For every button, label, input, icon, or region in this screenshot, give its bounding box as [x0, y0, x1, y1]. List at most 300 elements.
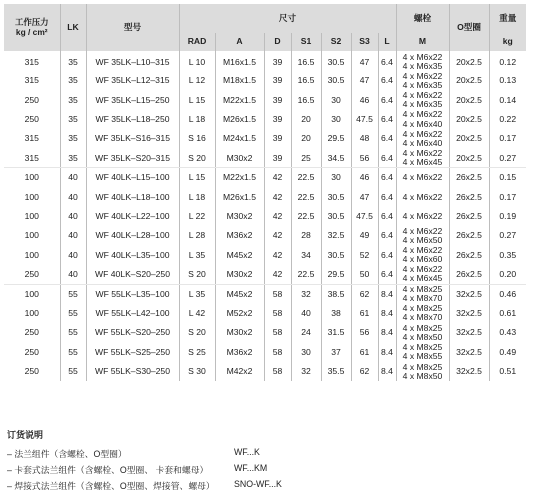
header-l: L — [378, 33, 396, 51]
cell-d: 42 — [264, 207, 291, 226]
cell-rad: L 15 — [179, 168, 215, 187]
cell-rad: L 12 — [179, 71, 215, 90]
cell-s2: 37 — [321, 343, 351, 362]
cell-rad: L 10 — [179, 51, 215, 71]
table-row — [4, 362, 526, 381]
cell-lk: 55 — [60, 343, 86, 362]
cell-kg: 0.12 — [489, 51, 526, 71]
table-row — [4, 71, 526, 90]
bolt-spec-2: 4 x M8x50 — [402, 370, 443, 381]
table-row — [4, 284, 526, 303]
bolt-spec-2: 4 x M8x70 — [402, 312, 443, 323]
cell-oring: 26x2.5 — [449, 246, 489, 265]
bolt-spec-2: 4 x M6x40 — [402, 137, 443, 148]
cell-oring: 32x2.5 — [449, 323, 489, 342]
header-pressure-label: 工作压力 — [15, 16, 49, 27]
bolt-spec-1: 4 x M6x22 — [402, 52, 443, 62]
cell-d: 58 — [264, 284, 291, 303]
header-a: A — [215, 33, 264, 51]
cell-model: WF 40LK–L22–100 — [86, 207, 179, 226]
bolt-spec-1: 4 x M6x22 — [402, 264, 443, 275]
header-pressure-unit: kg / cm² — [15, 26, 48, 37]
cell-s2: 35.5 — [321, 362, 351, 381]
order-item-desc: – 法兰组件（含螺栓、O型圈） — [7, 449, 127, 459]
cell-model: WF 40LK–L28–100 — [86, 226, 179, 245]
cell-bolt — [396, 90, 449, 109]
cell-bolt — [396, 71, 449, 90]
table-row — [4, 187, 526, 206]
header-dimensions: 尺寸 — [179, 4, 396, 33]
cell-a: M18x1.5 — [215, 71, 264, 90]
cell-pressure: 315 — [4, 149, 60, 168]
cell-bolt — [396, 168, 449, 187]
cell-l: 6.4 — [378, 207, 396, 226]
cell-pressure: 100 — [24, 172, 39, 183]
bolt-spec-1: 4 x M8x25 — [402, 323, 443, 333]
cell-s3: 48 — [351, 129, 378, 148]
header-rad: RAD — [179, 33, 215, 51]
cell-a: M42x2 — [215, 362, 264, 381]
cell-lk: 55 — [60, 323, 86, 342]
cell-s1: 34 — [291, 246, 321, 265]
cell-s3: 46 — [351, 90, 378, 109]
cell-d: 42 — [264, 168, 291, 187]
cell-a: M45x2 — [215, 284, 264, 303]
cell-lk: 35 — [60, 51, 86, 71]
cell-oring: 26x2.5 — [449, 187, 489, 206]
cell-d: 42 — [264, 226, 291, 245]
cell-model: WF 35LK–S16–315 — [86, 129, 179, 148]
cell-s1: 32 — [291, 362, 321, 381]
cell-bolt — [396, 362, 449, 381]
cell-d: 39 — [264, 71, 291, 90]
cell-s2: 30 — [321, 168, 351, 187]
cell-d: 58 — [264, 304, 291, 323]
bolt-spec-1: 4 x M6x22 — [402, 109, 443, 120]
cell-oring: 20x2.5 — [449, 149, 489, 168]
header-row-main — [4, 4, 526, 33]
cell-d: 58 — [264, 362, 291, 381]
bolt-spec-1: 4 x M6x22 — [402, 226, 443, 236]
table-row — [4, 51, 526, 71]
cell-s3: 56 — [351, 323, 378, 342]
bolt-spec-2: 4 x M6x35 — [402, 61, 443, 72]
bolt-spec-2: 4 x M6x50 — [402, 234, 443, 245]
cell-kg: 0.27 — [489, 226, 526, 245]
cell-rad: S 30 — [179, 362, 215, 381]
cell-oring: 20x2.5 — [449, 90, 489, 109]
cell-oring: 26x2.5 — [449, 226, 489, 245]
cell-l: 6.4 — [378, 71, 396, 90]
cell-l: 6.4 — [378, 51, 396, 71]
cell-pressure: 100 — [24, 288, 39, 299]
bolt-spec-1: 4 x M6x22 — [402, 191, 443, 202]
cell-bolt — [396, 129, 449, 148]
cell-lk: 40 — [60, 226, 86, 245]
cell-s3: 61 — [351, 343, 378, 362]
cell-rad: S 16 — [179, 129, 215, 148]
cell-pressure: 100 — [24, 249, 39, 260]
order-notes-title: 订货说明 — [7, 430, 44, 440]
cell-rad: L 18 — [179, 187, 215, 206]
cell-model: WF 40LK–L15–100 — [86, 168, 179, 187]
cell-a: M24x1.5 — [215, 129, 264, 148]
header-kg: kg — [489, 33, 526, 51]
cell-s1: 30 — [291, 343, 321, 362]
cell-d: 39 — [264, 149, 291, 168]
cell-d: 39 — [264, 51, 291, 71]
cell-pressure: 100 — [24, 191, 39, 202]
cell-rad: S 25 — [179, 343, 215, 362]
cell-bolt — [396, 343, 449, 362]
cell-s1: 16.5 — [291, 51, 321, 71]
cell-lk: 35 — [60, 90, 86, 109]
cell-model: WF 35LK–L10–315 — [86, 51, 179, 71]
bolt-spec-1: 4 x M6x22 — [402, 71, 443, 81]
cell-lk: 40 — [60, 187, 86, 206]
cell-s1: 40 — [291, 304, 321, 323]
cell-l: 6.4 — [378, 110, 396, 129]
cell-bolt — [396, 187, 449, 206]
cell-a: M45x2 — [215, 246, 264, 265]
order-item-code: WF...KM — [234, 462, 268, 473]
table-body — [4, 51, 526, 381]
cell-oring: 32x2.5 — [449, 284, 489, 303]
cell-kg: 0.17 — [489, 187, 526, 206]
cell-kg: 0.22 — [489, 110, 526, 129]
cell-kg: 0.61 — [489, 304, 526, 323]
cell-kg: 0.13 — [489, 71, 526, 90]
cell-oring: 26x2.5 — [449, 207, 489, 226]
cell-s1: 22.5 — [291, 168, 321, 187]
cell-model: WF 55LK–S25–250 — [86, 343, 179, 362]
cell-s3: 47 — [351, 71, 378, 90]
cell-a: M36x2 — [215, 343, 264, 362]
cell-a: M22x1.5 — [215, 90, 264, 109]
cell-pressure: 250 — [24, 94, 39, 105]
cell-a: M30x2 — [215, 265, 264, 284]
cell-s1: 22.5 — [291, 265, 321, 284]
cell-pressure: 315 — [24, 75, 39, 86]
cell-pressure: 315 — [24, 133, 39, 144]
order-item-desc: – 卡套式法兰组件（含螺栓、O型圈、 卡套和螺母） — [7, 464, 209, 475]
cell-lk: 35 — [60, 129, 86, 148]
cell-bolt — [396, 149, 449, 168]
cell-l: 6.4 — [378, 187, 396, 206]
order-item-code: SNO-WF...K — [234, 478, 282, 489]
order-item-compression-flange — [7, 462, 268, 479]
cell-kg: 0.19 — [489, 207, 526, 226]
bolt-spec-2: 4 x M6x45 — [402, 157, 443, 168]
table-row — [4, 226, 526, 245]
cell-model: WF 35LK–L15–250 — [86, 90, 179, 109]
bolt-spec-1: 4 x M8x25 — [402, 284, 443, 295]
cell-s2: 30.5 — [321, 71, 351, 90]
header-weight: 重量 — [489, 4, 526, 33]
cell-bolt — [396, 284, 449, 303]
cell-pressure: 315 — [24, 56, 39, 67]
header-oring: O型圈 — [449, 4, 489, 51]
header-model: 型号 — [86, 4, 179, 51]
cell-rad: S 20 — [179, 323, 215, 342]
cell-s3: 61 — [351, 304, 378, 323]
cell-lk: 40 — [60, 246, 86, 265]
header-m: M — [396, 33, 449, 51]
cell-s1: 24 — [291, 323, 321, 342]
cell-s2: 38.5 — [321, 284, 351, 303]
bolt-spec-1: 4 x M8x25 — [402, 342, 443, 353]
cell-pressure: 100 — [24, 210, 39, 221]
cell-s3: 47.5 — [351, 110, 378, 129]
cell-pressure: 250 — [4, 265, 60, 284]
cell-model: WF 55LK–S30–250 — [86, 362, 179, 381]
order-item-code: WF...K — [234, 447, 260, 457]
bolt-spec-2: 4 x M6x35 — [402, 99, 443, 110]
cell-s3: 47 — [351, 187, 378, 206]
cell-rad: S 20 — [179, 265, 215, 284]
cell-l: 8.4 — [378, 362, 396, 381]
bolt-spec-1: 4 x M6x22 — [402, 210, 443, 221]
cell-bolt — [396, 304, 449, 323]
cell-s1: 28 — [291, 226, 321, 245]
cell-model: WF 35LK–L12–315 — [86, 71, 179, 90]
cell-l: 8.4 — [378, 343, 396, 362]
table-row — [4, 168, 526, 187]
cell-oring: 32x2.5 — [449, 362, 489, 381]
cell-s3: 62 — [351, 362, 378, 381]
order-item-desc: – 焊接式法兰组件（含螺栓、O型圈、焊接管、螺母） — [7, 480, 215, 491]
cell-lk: 35 — [60, 110, 86, 129]
cell-lk: 55 — [60, 304, 86, 323]
cell-s2: 30.5 — [321, 51, 351, 71]
cell-model: WF 55LK–S20–250 — [86, 323, 179, 342]
flange-spec-table — [4, 4, 526, 381]
cell-s3: 47.5 — [351, 207, 378, 226]
cell-model: WF 35LK–S20–315 — [86, 149, 179, 168]
cell-s1: 20 — [291, 110, 321, 129]
cell-rad: L 18 — [179, 110, 215, 129]
cell-s1: 16.5 — [291, 90, 321, 109]
cell-d: 39 — [264, 90, 291, 109]
header-bolt: 螺栓 — [396, 4, 449, 33]
bolt-spec-1: 4 x M6x22 — [402, 148, 443, 159]
cell-pressure: 250 — [24, 327, 39, 338]
cell-s2: 29.5 — [321, 265, 351, 284]
cell-d: 42 — [264, 246, 291, 265]
table-row — [4, 129, 526, 148]
cell-s2: 32.5 — [321, 226, 351, 245]
cell-oring: 32x2.5 — [449, 343, 489, 362]
cell-rad: S 20 — [179, 149, 215, 168]
cell-a: M30x2 — [215, 149, 264, 168]
cell-a: M30x2 — [215, 323, 264, 342]
cell-lk: 40 — [60, 207, 86, 226]
cell-model: WF 55LK–L35–100 — [86, 284, 179, 303]
cell-oring: 20x2.5 — [449, 71, 489, 90]
bolt-spec-2: 4 x M6x45 — [402, 273, 443, 284]
cell-lk: 40 — [60, 265, 86, 284]
cell-bolt — [396, 323, 449, 342]
cell-d: 39 — [264, 110, 291, 129]
cell-l: 6.4 — [378, 265, 396, 284]
cell-kg: 0.51 — [489, 362, 526, 381]
cell-d: 58 — [264, 323, 291, 342]
table-row — [4, 110, 526, 129]
cell-rad: L 15 — [179, 90, 215, 109]
cell-s1: 20 — [291, 129, 321, 148]
cell-s2: 31.5 — [321, 323, 351, 342]
cell-a: M16x1.5 — [215, 51, 264, 71]
cell-rad: L 22 — [179, 207, 215, 226]
cell-s2: 34.5 — [321, 149, 351, 168]
cell-kg: 0.17 — [489, 129, 526, 148]
cell-s1: 22.5 — [291, 187, 321, 206]
cell-model: WF 35LK–L18–250 — [86, 110, 179, 129]
bolt-spec-1: 4 x M6x22 — [402, 172, 443, 183]
cell-s2: 38 — [321, 304, 351, 323]
cell-lk: 55 — [60, 284, 86, 303]
bolt-spec-1: 4 x M6x22 — [402, 129, 443, 139]
cell-s3: 46 — [351, 168, 378, 187]
cell-l: 6.4 — [378, 246, 396, 265]
cell-model: WF 40LK–L18–100 — [86, 187, 179, 206]
cell-kg: 0.20 — [489, 265, 526, 284]
cell-kg: 0.46 — [489, 284, 526, 303]
bolt-spec-2: 4 x M6x60 — [402, 254, 443, 265]
cell-l: 8.4 — [378, 284, 396, 303]
header-lk: LK — [60, 4, 86, 51]
cell-l: 8.4 — [378, 304, 396, 323]
cell-s1: 22.5 — [291, 207, 321, 226]
cell-bolt — [396, 207, 449, 226]
header-pressure — [4, 4, 60, 51]
cell-pressure: 100 — [24, 230, 39, 241]
cell-a: M52x2 — [215, 304, 264, 323]
header-s2: S2 — [321, 33, 351, 51]
cell-d: 42 — [264, 187, 291, 206]
header-s1: S1 — [291, 33, 321, 51]
cell-oring: 26x2.5 — [449, 265, 489, 284]
cell-bolt — [396, 265, 449, 284]
cell-l: 8.4 — [378, 323, 396, 342]
cell-model: WF 40LK–S20–250 — [86, 265, 179, 284]
order-notes — [7, 428, 282, 494]
cell-s3: 62 — [351, 284, 378, 303]
cell-s3: 50 — [351, 265, 378, 284]
cell-kg: 0.49 — [489, 343, 526, 362]
cell-kg: 0.14 — [489, 90, 526, 109]
cell-s1: 16.5 — [291, 71, 321, 90]
bolt-spec-2: 4 x M8x70 — [402, 293, 443, 304]
cell-lk: 35 — [60, 71, 86, 90]
bolt-spec-1: 4 x M8x25 — [402, 303, 443, 314]
cell-l: 6.4 — [378, 149, 396, 168]
table-row — [4, 323, 526, 342]
table-row — [4, 265, 526, 284]
cell-lk: 55 — [60, 362, 86, 381]
table-row — [4, 149, 526, 168]
table-row — [4, 207, 526, 226]
cell-pressure: 250 — [24, 114, 39, 124]
cell-l: 6.4 — [378, 129, 396, 148]
cell-s2: 30 — [321, 110, 351, 129]
cell-oring: 20x2.5 — [449, 110, 489, 129]
cell-rad: L 35 — [179, 284, 215, 303]
cell-s3: 56 — [351, 149, 378, 168]
cell-bolt — [396, 51, 449, 71]
cell-pressure: 250 — [24, 346, 39, 357]
bolt-spec-2: 4 x M6x35 — [402, 79, 443, 90]
cell-s2: 30.5 — [321, 187, 351, 206]
cell-bolt — [396, 226, 449, 245]
bolt-spec-1: 4 x M6x22 — [402, 245, 443, 256]
cell-s1: 32 — [291, 284, 321, 303]
cell-d: 58 — [264, 343, 291, 362]
cell-s2: 30.5 — [321, 246, 351, 265]
cell-d: 39 — [264, 129, 291, 148]
cell-pressure: 100 — [24, 307, 39, 318]
cell-oring: 20x2.5 — [449, 51, 489, 71]
cell-lk: 40 — [60, 168, 86, 187]
bolt-spec-1: 4 x M8x25 — [402, 361, 443, 372]
cell-s3: 47 — [351, 51, 378, 71]
cell-s1: 25 — [291, 149, 321, 168]
header-s3: S3 — [351, 33, 378, 51]
cell-kg: 0.43 — [489, 323, 526, 342]
cell-s3: 49 — [351, 226, 378, 245]
table-row — [4, 246, 526, 265]
table-row — [4, 90, 526, 109]
header-d: D — [264, 33, 291, 51]
bolt-spec-1: 4 x M6x22 — [402, 90, 443, 101]
cell-l: 6.4 — [378, 168, 396, 187]
cell-kg: 0.27 — [489, 149, 526, 168]
cell-kg: 0.15 — [489, 168, 526, 187]
cell-rad: L 35 — [179, 246, 215, 265]
cell-a: M26x1.5 — [215, 187, 264, 206]
cell-kg: 0.35 — [489, 246, 526, 265]
bolt-spec-2: 4 x M6x40 — [402, 118, 443, 129]
cell-a: M22x1.5 — [215, 168, 264, 187]
cell-a: M30x2 — [215, 207, 264, 226]
cell-d: 42 — [264, 265, 291, 284]
cell-a: M26x1.5 — [215, 110, 264, 129]
table-row — [4, 343, 526, 362]
table-row — [4, 304, 526, 323]
cell-l: 6.4 — [378, 226, 396, 245]
cell-rad: L 28 — [179, 226, 215, 245]
cell-s2: 30.5 — [321, 207, 351, 226]
cell-oring: 32x2.5 — [449, 304, 489, 323]
cell-rad: L 42 — [179, 304, 215, 323]
cell-oring: 20x2.5 — [449, 129, 489, 148]
cell-pressure: 250 — [24, 366, 39, 377]
order-item-flange — [7, 447, 260, 463]
cell-s2: 30 — [321, 90, 351, 109]
cell-a: M36x2 — [215, 226, 264, 245]
cell-l: 6.4 — [378, 90, 396, 109]
cell-lk: 35 — [60, 149, 86, 168]
cell-bolt — [396, 246, 449, 265]
bolt-spec-2: 4 x M8x50 — [402, 331, 443, 342]
cell-s3: 52 — [351, 246, 378, 265]
cell-model: WF 40LK–L35–100 — [86, 246, 179, 265]
cell-model: WF 55LK–L42–100 — [86, 304, 179, 323]
cell-oring: 26x2.5 — [449, 168, 489, 187]
cell-s2: 29.5 — [321, 129, 351, 148]
cell-bolt — [396, 110, 449, 129]
bolt-spec-2: 4 x M8x55 — [402, 351, 443, 362]
